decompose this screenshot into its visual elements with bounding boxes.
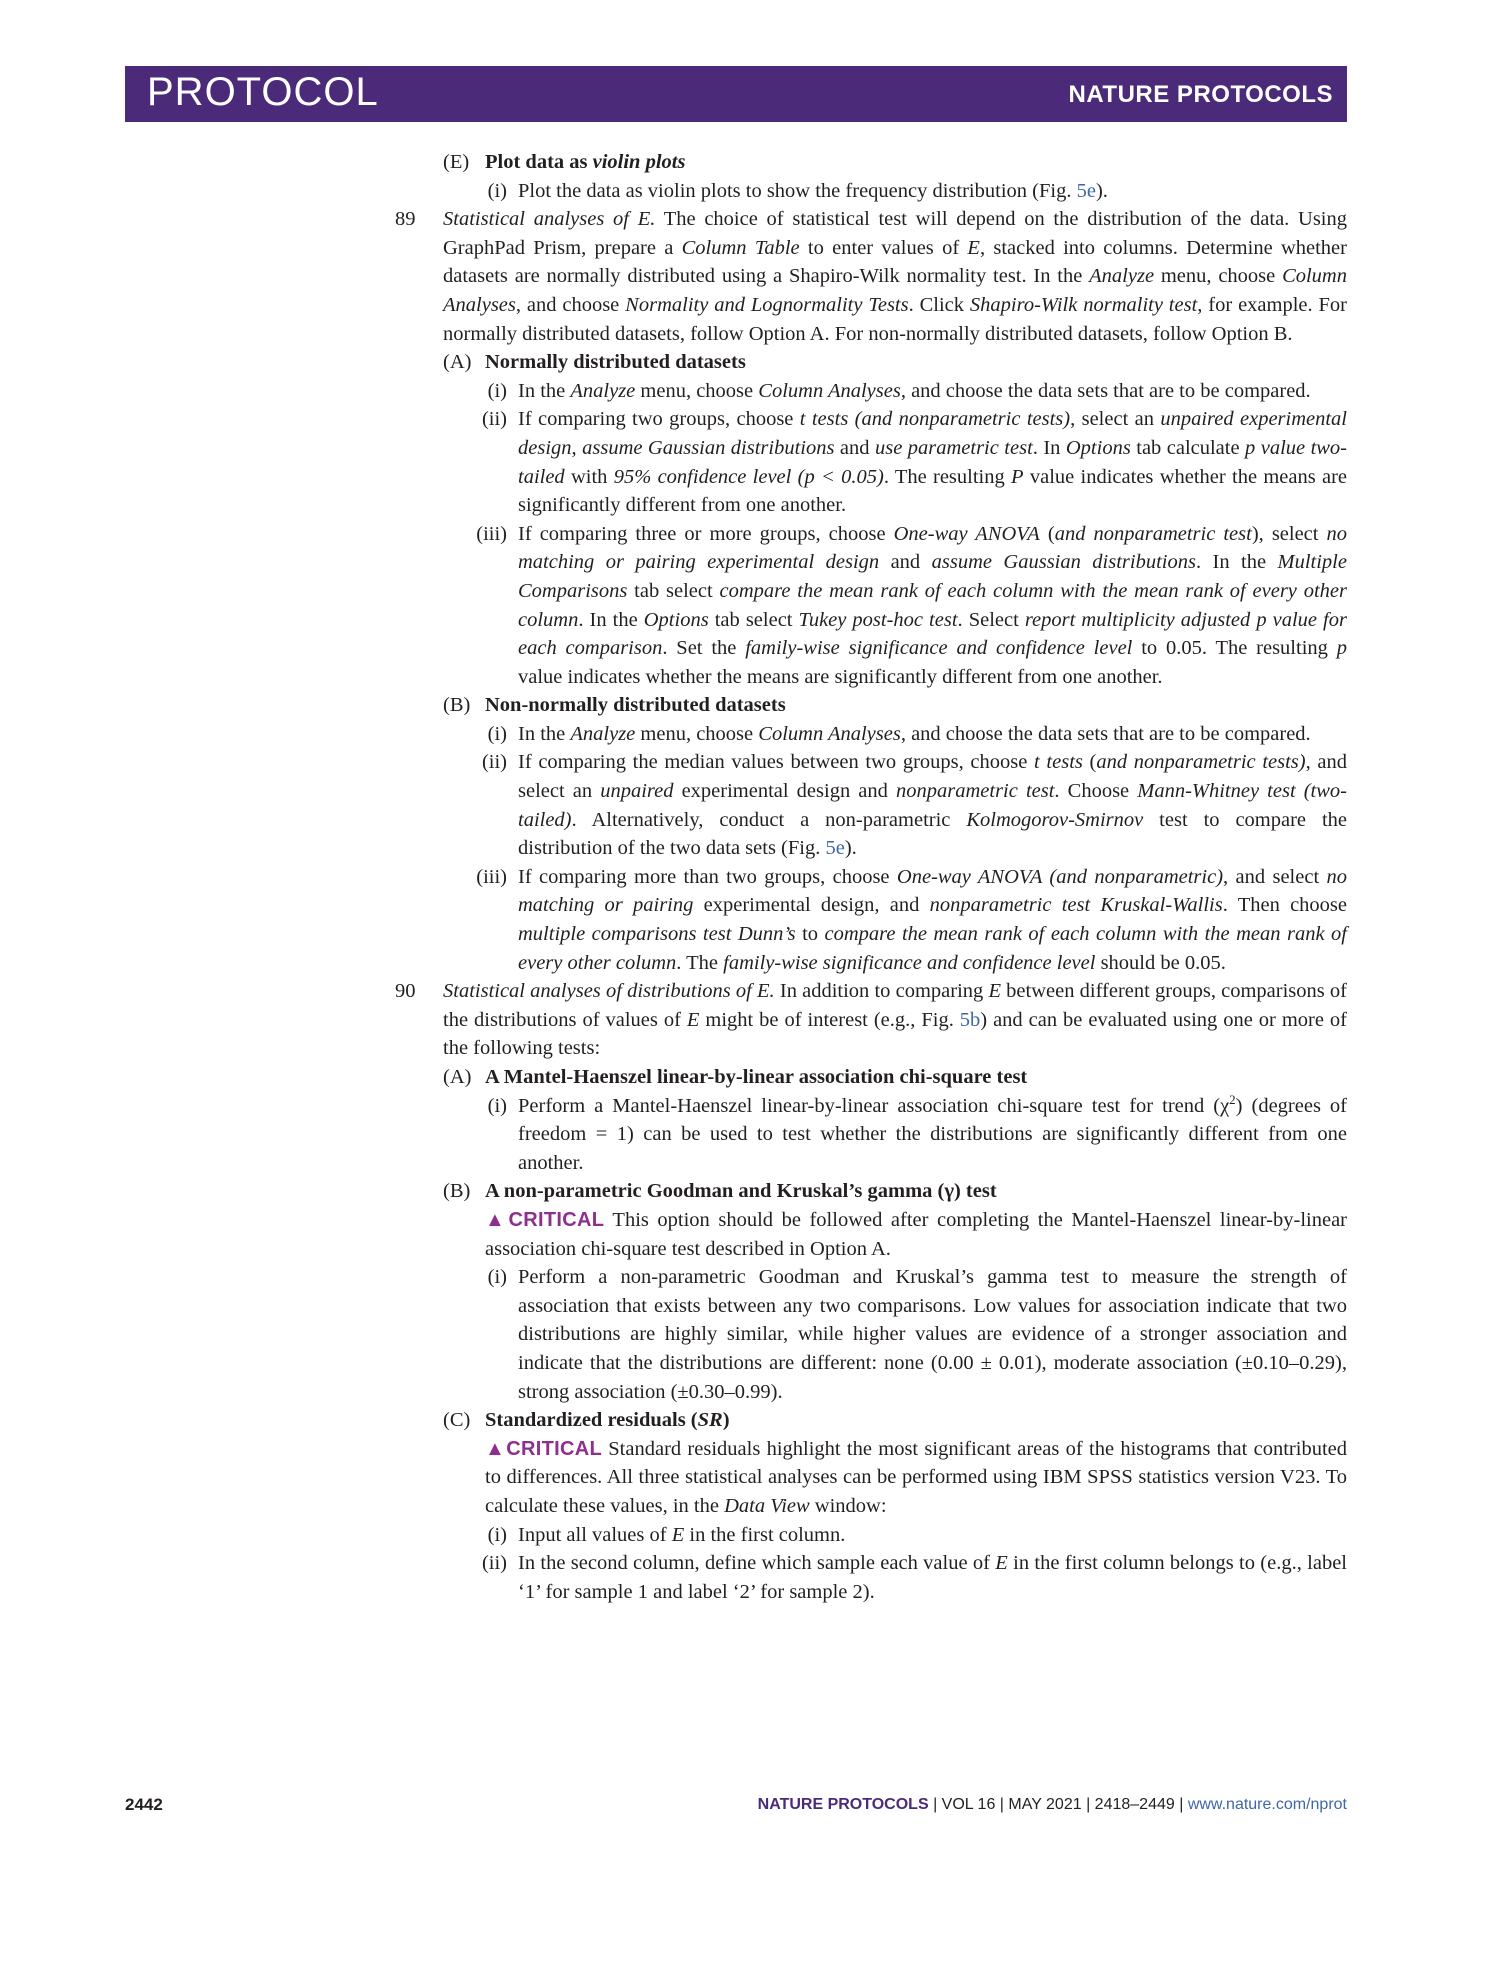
substep-89a-iii: (iii) If comparing three or more groups, choose One-way ANOVA (and nonparametric test), select no matching or pairing experimental design and assume Gaussian distributions. In the Multiple Comparisons tab select compare the mean rank of each column with the mean rank of every other column. In the Options tab select Tukey post-hoc test. Select report multiplicity adjusted p value for each comparison. Set the family-wise significance and confidence level to 0.05. The resulting p value indicates whether the means are significantly different from one another. [476,522,1348,688]
article-body [395,148,1347,1606]
substep-88e-i: (i) Plot the data as violin plots to show the frequency distribution (Fig. 5e). [487,179,1108,202]
section-label: PROTOCOL [147,70,379,114]
substep-89b-iii: (iii) If comparing more than two groups, choose One-way ANOVA (and nonparametric), and select no matching or pairing experimental design, and nonparametric test Kruskal-Wallis. Then choose multiple comparisons test Dunn’s to compare the mean rank of each column with the mean rank of every other column. The family-wise significance and confidence level should be 0.05. [476,865,1348,974]
critical-note-90c: ▲CRITICAL Standard residuals highlight the most significant areas of the histograms that contributed to differences. All three statistical analyses can be performed using IBM SPSS statistics version V23. To calculate these values, in the Data View window: [485,1437,1347,1517]
substep-90b-i: (i) Perform a non-parametric Goodman and Kruskal’s gamma test to measure the strength of association that exists between any two comparisons. Low values for association indicate that two distributions are highly similar, while higher values are evidence of a stronger association and indicate that the distributions are different: none (0.00 ± 0.01), moderate association (±0.10–0.29), strong association (±0.30–0.99). [487,1266,1347,1403]
journal-name: NATURE PROTOCOLS [1068,81,1333,108]
figure-link[interactable]: 5e [825,837,845,860]
option-88e: (E) Plot data as violin plots [443,151,686,173]
journal-url-link[interactable]: www.nature.com/nprot [1187,1796,1347,1813]
page-number: 2442 [125,1795,163,1814]
substep-89a-ii: (ii) If comparing two groups, choose t tests (and nonparametric tests), select an unpaired experimental design, assume Gaussian distributions and use parametric test. In Options tab calculate p value two-tailed with 95% confidence level (p < 0.05). The resulting P value indicates whether the means are significantly different from one another. [481,408,1348,517]
critical-label: ▲CRITICAL [485,1208,605,1231]
page-header [125,66,1347,122]
substep-90c-ii: (ii) In the second column, define which sample each value of E in the first column belongs to (e.g., label ‘1’ for sample 1 and label ‘2’ for sample 2). [481,1552,1347,1603]
figure-link[interactable]: 5b [959,1008,981,1031]
option-89b: (B) Non-normally distributed datasets [443,694,786,717]
substep-90c-i: (i) Input all values of E in the first column. [487,1523,846,1546]
substep-89b-ii: (ii) If comparing the median values between two groups, choose t tests (and nonparametric tests), and select an unpaired experimental design and nonparametric test. Choose Mann-Whitney test (two-tailed). Alternatively, conduct a non-parametric Kolmogorov-Smirnov test to compare the distribution of the two data sets (Fig. 5e). [481,751,1348,860]
critical-label: ▲CRITICAL [485,1437,602,1460]
footer-citation: NATURE PROTOCOLS | VOL 16 | MAY 2021 | 2418–2449 | www.nature.com/nprot [757,1796,1347,1813]
figure-link[interactable]: 5e [1076,179,1096,202]
option-89a: (A) Normally distributed datasets [443,351,746,374]
substep-90a-i: (i) Perform a Mantel-Haenszel linear-by-linear association chi-square test for trend $(\chi^2)$ (degrees of freedom = 1) can be used to test whether the distributions are significantly different from one another. [487,1091,1347,1174]
step-89: 89 Statistical analyses of E. The choice of statistical test will depend on the distribution of the data. Using GraphPad Prism, prepare a Column Table to enter values of E, stacked into columns. Determine whether datasets are normally distributed using a Shapiro-Wilk normality test. In the Analyze menu, choose Column Analyses, and choose Normality and Lognormality Tests. Click Shapiro-Wilk normality test, for example. For normally distributed datasets, follow Option A. For non-normally distributed datasets, follow Option B. [395,205,1347,348]
substep-89b-i: (i) In the Analyze menu, choose Column Analyses, and choose the data sets that are to be compared. [487,722,1311,745]
step-90: 90 Statistical analyses of distributions of E. In addition to comparing E between different groups, comparisons of the distributions of values of E might be of interest (e.g., Fig. 5b) and can be evaluated using one or more of the following tests: [395,977,1347,1063]
critical-note-90b: ▲CRITICAL This option should be followed after completing the Mantel-Haenszel linear-by-linear association chi-square test described in Option A. [485,1208,1347,1260]
option-90a: (A) A Mantel-Haenszel linear-by-linear association chi-square test [443,1066,1028,1088]
option-90b: (B) A non-parametric Goodman and Kruskal’s gamma (γ) test [443,1180,997,1203]
option-90c: (C) Standardized residuals (SR) [443,1409,730,1432]
step-number: 90 [395,980,416,1003]
step-number: 89 [395,208,416,231]
substep-89a-i: (i) In the Analyze menu, choose Column Analyses, and choose the data sets that are to be compared. [487,379,1311,402]
